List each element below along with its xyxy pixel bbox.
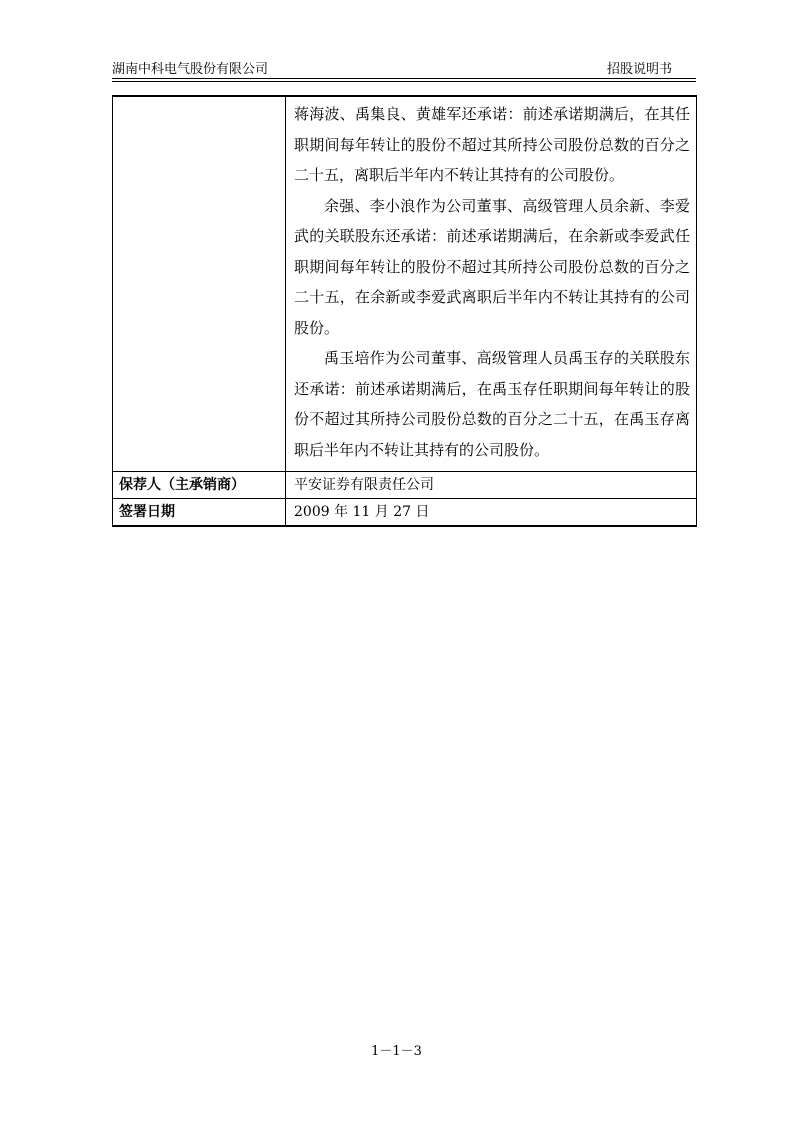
header-company-name: 湖南中科电气股份有限公司: [112, 62, 269, 77]
empty-label-cell: [113, 96, 286, 472]
sign-date-label: 签署日期: [113, 499, 286, 527]
table-row: [113, 499, 697, 527]
header-document-type: 招股说明书: [606, 62, 672, 77]
commitment-paragraph: 余强、李小浪作为公司董事、高级管理人员余新、李爱武的关联股东还承诺：前述承诺期满后，在余新或李爱武任职期间每年转让的股份不超过其所持公司股份总数的百分之二十五，在余新或李爱武离职后半年内不转让其持有的公司股份。: [294, 196, 690, 337]
sign-date-value: 2009 年 11 月 27 日: [286, 499, 697, 527]
sponsor-value: 平安证券有限责任公司: [286, 472, 697, 499]
sponsor-label: 保荐人（主承销商）: [113, 472, 286, 499]
table-row: [113, 472, 697, 499]
page-number: 1－1－3: [371, 1044, 422, 1059]
header-divider: [112, 81, 696, 82]
prospectus-info-table: [112, 95, 697, 527]
page-header: [112, 58, 696, 79]
commitment-text-cell: [286, 96, 697, 472]
table-row: [113, 96, 697, 472]
commitment-paragraph: 禹玉培作为公司董事、高级管理人员禹玉存的关联股东还承诺：前述承诺期满后，在禹玉存任职期间每年转让的股份不超过其所持公司股份总数的百分之二十五，在禹玉存离职后半年内不转让其持有的公司股份。: [294, 349, 690, 459]
commitment-paragraph: 蒋海波、禹集良、黄雄军还承诺：前述承诺期满后，在其任职期间每年转让的股份不超过其所持公司股份总数的百分之二十五，离职后半年内不转让其持有的公司股份。: [294, 105, 690, 184]
